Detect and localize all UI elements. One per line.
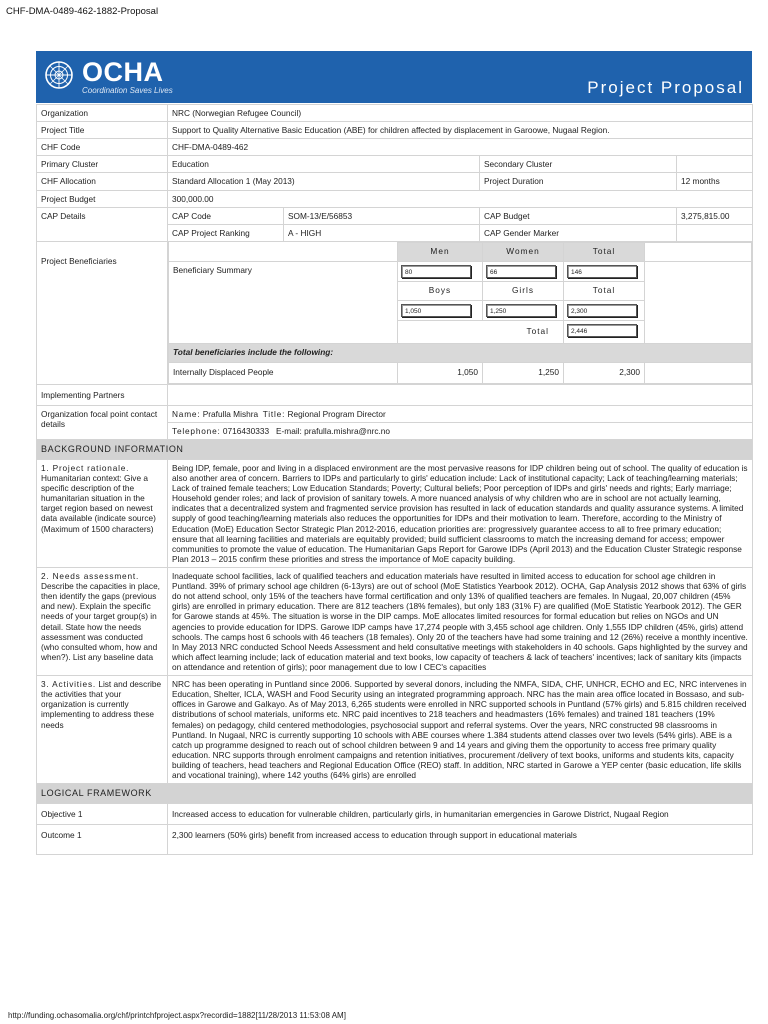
idp-blank — [645, 362, 752, 383]
cap-code-label: CAP Code — [168, 207, 284, 224]
boys-field[interactable]: 1,050 — [401, 304, 471, 317]
ben-blank-right2 — [645, 261, 752, 343]
idp-boys: 1,050 — [398, 362, 483, 383]
girls-cell — [483, 300, 564, 320]
men-cell — [398, 261, 483, 281]
grand-total-field[interactable]: 2,446 — [567, 324, 637, 337]
secondary-cluster-value — [677, 156, 753, 173]
rationale-label-cell — [37, 459, 168, 567]
section-background — [37, 439, 753, 459]
primary-cluster-label: Primary Cluster — [37, 156, 168, 173]
col-total: Total — [564, 242, 645, 261]
cap-budget-label: CAP Budget — [480, 207, 677, 224]
total-adults-field[interactable]: 146 — [567, 265, 637, 278]
beneficiaries-label: Project Beneficiaries — [37, 241, 168, 384]
needs-text: Inadequate school facilities, lack of qualified teachers and education materials have resulted in limited access to education for school age children in Puntland. 39% of primary school age children (6-13yrs) are out of school (MoE Statistics Yearbook 2012). OCHA, Gap Analysis 2012 shows that 63% of girls do not attend school, only 15% of the teachers have formal certification and only 13% of qualified teachers are females. In Nugaal, 20,007 children (45% girls) are enrolled in primary education. There are 812 teachers (18% females), but only 183 (31% F) are qualified (MoE Statistic Yearbook 2012). The GER for Garowe stands at 45%. The situation is worse in the DIP camps. MoE allocates limited resources for formal education but relies on NGOs and UN agencies to provide education for IDPS. Garowe IDP camps have 17,274 people with 3,455 school age children. Only 1,555 IDP children (45%, girls) attend schools. The camps host 6 schools with 46 teachers (18 females). Only 20 of the teachers have had some training and 12 (26%) receive a monthly incentive. In May 2013 NRC conducted School Needs Assessment and held consultative meetings with stakeholders in 40 schools. Gaps highlighted by the survey and which affect learning include; lack of education material and text books, low capacity of teachers & lack of teachers' incentives; lack of sanitary kits (impacts on attendance and retention of girls); poor management due to low I CEC's capacities — [168, 568, 753, 676]
document-title: CHF-DMA-0489-462-1882-Proposal — [6, 6, 159, 17]
cap-ranking-value: A - HIGH — [284, 224, 480, 241]
project-duration-value: 12 months — [677, 173, 753, 190]
total-adults-cell — [564, 261, 645, 281]
women-field[interactable]: 66 — [486, 265, 556, 278]
project-title-label: Project Title — [37, 122, 168, 139]
cap-details-label: CAP Details — [37, 207, 168, 241]
ocha-header-banner — [36, 51, 752, 103]
men-field[interactable]: 80 — [401, 265, 471, 278]
row-outcome — [37, 825, 753, 855]
rationale-label: 1. Project rationale. — [41, 462, 130, 473]
secondary-cluster-label: Secondary Cluster — [480, 156, 677, 173]
col-total-children: Total — [564, 281, 645, 300]
activities-label-cell — [37, 676, 168, 784]
women-cell — [483, 261, 564, 281]
ben-blank-right — [645, 242, 752, 261]
beneficiaries-cell — [168, 241, 753, 384]
row-project-title — [37, 122, 753, 139]
grand-total-label: Total — [398, 320, 564, 343]
row-primary-cluster — [37, 156, 753, 173]
focal-name: Prafulla Mishra — [202, 408, 259, 419]
email-label: E-mail: — [276, 425, 302, 436]
col-boys: Boys — [398, 281, 483, 300]
row-rationale — [37, 459, 753, 567]
row-activities — [37, 676, 753, 784]
row-beneficiaries — [37, 241, 753, 384]
rationale-text: Being IDP, female, poor and living in a displaced environment are the most pervasive reasons for IDP children being out of school. The quality of education is also another area of concern. Barriers to IDPs and particularly to girls' education include: Lack of institutional capacity; Lack of teaching/learning materials; Lack of trained female teachers; Low Education Standards; Poverty; Cultural beliefs; Poor perception of IDPs and girls' needs and rights; Early marriage; Household gender roles; and lack of provision of sanitary towels. A more nuanced analysis of why children who are in school are not actually learning, indicates that a decentralized system and fragmented service provision has resulted in lack of education standards and quality assurance systems. A limited supply of good teaching/learning materials also reduces the opportunities for IDPs and their motivation to learn. Therefore, according to the Ministry of Education (MoE) Education Sector Strategic Plan 2012-2016, education priorities are: progressively guarantee access to all to free primary education; ensure that all learning facilities and materials are equitably provided; build sufficient classrooms to match the increasing demand for access; empower communities to promote the value of education. The Humanitarian Gaps Report for Garowe IDPs (April 2013) and the Education Cluster Strategic response Plan 2013 – 2015 confirm these priorities and stress the importance of MoE capacity building. — [168, 459, 753, 567]
row-project-budget — [37, 190, 753, 207]
activities-text: NRC has been operating in Puntland since 2006. Supported by several donors, including the NMFA, SIDA, CHF, UNHCR, ECHO and EC, NRC intervenes in Education, Shelter, ICLA, WASH and Food Security using an integrated programming approach. NRC has the main area office located in Bossaso, and sub-offices in Garowe and Galkayo. As of May 2013, 6,265 students were enrolled in NRC supported schools in Puntland (57% girls) and 5.815 children received distributions of school materials, uniforms etc. NRC paid incentives to 218 teachers and headmasters (16% females) and trained 181 teachers (19% females) on pedagogy, child centered methodologies, psychosocial support and referral systems. Over the years, NRC constructed 98 classrooms in Puntland. In Nugaal, NRC is currently supporting 10 schools with ABE courses where 1.384 students attend classes over two levels (54% girls). ABE is a catch up programme designed to reach out of school children between 9 and 14 years and giving them the opportunity to access free primary quality education. NRC supports through enrolment campaigns and retention initiatives, procurement /delivery of text books, uniforms and students kits, capacity building of teachers, head teachers and Regional Education Office (REO) staff. In addition, NRC started in Garowe a YEP center (basic education, life skills and vocational training), where 142 youths (64% girls) are enrolled — [168, 676, 753, 784]
un-emblem-icon — [44, 60, 74, 90]
objective-label: Objective 1 — [37, 804, 168, 825]
rationale-desc: Humanitarian context: Give a specific description of the humanitarian situation in the target region based on newest data available (indicate source) (Maximum of 1500 characters) — [41, 473, 156, 534]
idp-label: Internally Displaced People — [169, 362, 398, 383]
row-focal-point — [37, 405, 753, 422]
title-label: Title: — [262, 408, 286, 419]
col-women: Women — [483, 242, 564, 261]
logframe-section-header: LOGICAL FRAMEWORK — [37, 784, 753, 804]
row-objective — [37, 804, 753, 825]
needs-label-cell — [37, 568, 168, 676]
background-section-header: BACKGROUND INFORMATION — [37, 439, 753, 459]
primary-cluster-value: Education — [168, 156, 480, 173]
needs-desc: Describe the capacities in place, then identify the gaps (previous and new). Explain the specific needs of your target group(s) in detail. State how the needs assessment was conducted (who consulted whom, how and when?). List any baseline data — [41, 581, 160, 662]
page-title: Project Proposal — [587, 78, 744, 97]
implementing-partners-label: Implementing Partners — [37, 384, 168, 405]
row-organization — [37, 105, 753, 122]
focal-point-label: Organization focal point contact details — [37, 405, 168, 439]
chf-code-value: CHF-DMA-0489-462 — [168, 139, 753, 156]
activities-label: 3. Activities. — [41, 679, 97, 690]
cap-ranking-label: CAP Project Ranking — [168, 224, 284, 241]
focal-point-contact-cell — [168, 422, 753, 439]
cap-gender-label: CAP Gender Marker — [480, 224, 677, 241]
row-cap-details — [37, 207, 753, 224]
cap-code-value: SOM-13/E/56853 — [284, 207, 480, 224]
beneficiary-table — [168, 242, 752, 384]
project-budget-value: 300,000.00 — [168, 190, 753, 207]
focal-email[interactable]: prafulla.mishra@nrc.no — [304, 425, 391, 436]
organization-value: NRC (Norwegian Refugee Council) — [168, 105, 753, 122]
row-implementing-partners — [37, 384, 753, 405]
activities-desc: List and describe the activities that your organization is currently implementing to address these needs — [41, 679, 162, 730]
focal-title: Regional Program Director — [287, 408, 386, 419]
focal-point-name-cell — [168, 405, 753, 422]
row-chf-code — [37, 139, 753, 156]
telephone-label: Telephone: — [172, 425, 221, 436]
proposal-table — [36, 104, 753, 855]
objective-text: Increased access to education for vulnerable children, particularly girls, in humanitarian emergencies in Garowe District, Nugaal Region — [168, 804, 753, 825]
footer-url: http://funding.ochasomalia.org/chf/printchfproject.aspx?recordid=1882[11/28/2013 11:53:08 AM] — [8, 1011, 346, 1020]
cap-budget-value: 3,275,815.00 — [677, 207, 753, 224]
project-duration-label: Project Duration — [480, 173, 677, 190]
chf-allocation-value: Standard Allocation 1 (May 2013) — [168, 173, 480, 190]
project-title-value: Support to Quality Alternative Basic Education (ABE) for children affected by displacement in Garoowe, Nugaal Region. — [168, 122, 753, 139]
beneficiaries-include-header: Total beneficiaries include the following: — [169, 343, 752, 362]
row-chf-allocation — [37, 173, 753, 190]
beneficiary-summary-label: Beneficiary Summary — [169, 261, 398, 343]
boys-cell — [398, 300, 483, 320]
implementing-partners-value — [168, 384, 753, 405]
focal-telephone: 0716430333 — [222, 425, 270, 436]
ocha-logo — [44, 57, 174, 97]
name-label: Name: — [172, 408, 201, 419]
outcome-label: Outcome 1 — [37, 825, 168, 855]
cap-gender-value — [677, 224, 753, 241]
row-needs — [37, 568, 753, 676]
col-men: Men — [398, 242, 483, 261]
section-logframe — [37, 784, 753, 804]
chf-code-label: CHF Code — [37, 139, 168, 156]
ben-blank-head — [169, 242, 398, 261]
logo-tagline: Coordination Saves Lives — [82, 86, 173, 95]
outcome-text: 2,300 learners (50% girls) benefit from increased access to education through support in educational materials — [168, 825, 753, 855]
needs-label: 2. Needs assessment. — [41, 571, 140, 582]
col-girls: Girls — [483, 281, 564, 300]
grand-total-cell — [564, 320, 645, 343]
total-children-field[interactable]: 2,300 — [567, 304, 637, 317]
chf-allocation-label: CHF Allocation — [37, 173, 168, 190]
idp-girls: 1,250 — [483, 362, 564, 383]
total-children-cell — [564, 300, 645, 320]
idp-total: 2,300 — [564, 362, 645, 383]
project-budget-label: Project Budget — [37, 190, 168, 207]
organization-label: Organization — [37, 105, 168, 122]
logo-wordmark: OCHA — [82, 57, 164, 87]
girls-field[interactable]: 1,250 — [486, 304, 556, 317]
